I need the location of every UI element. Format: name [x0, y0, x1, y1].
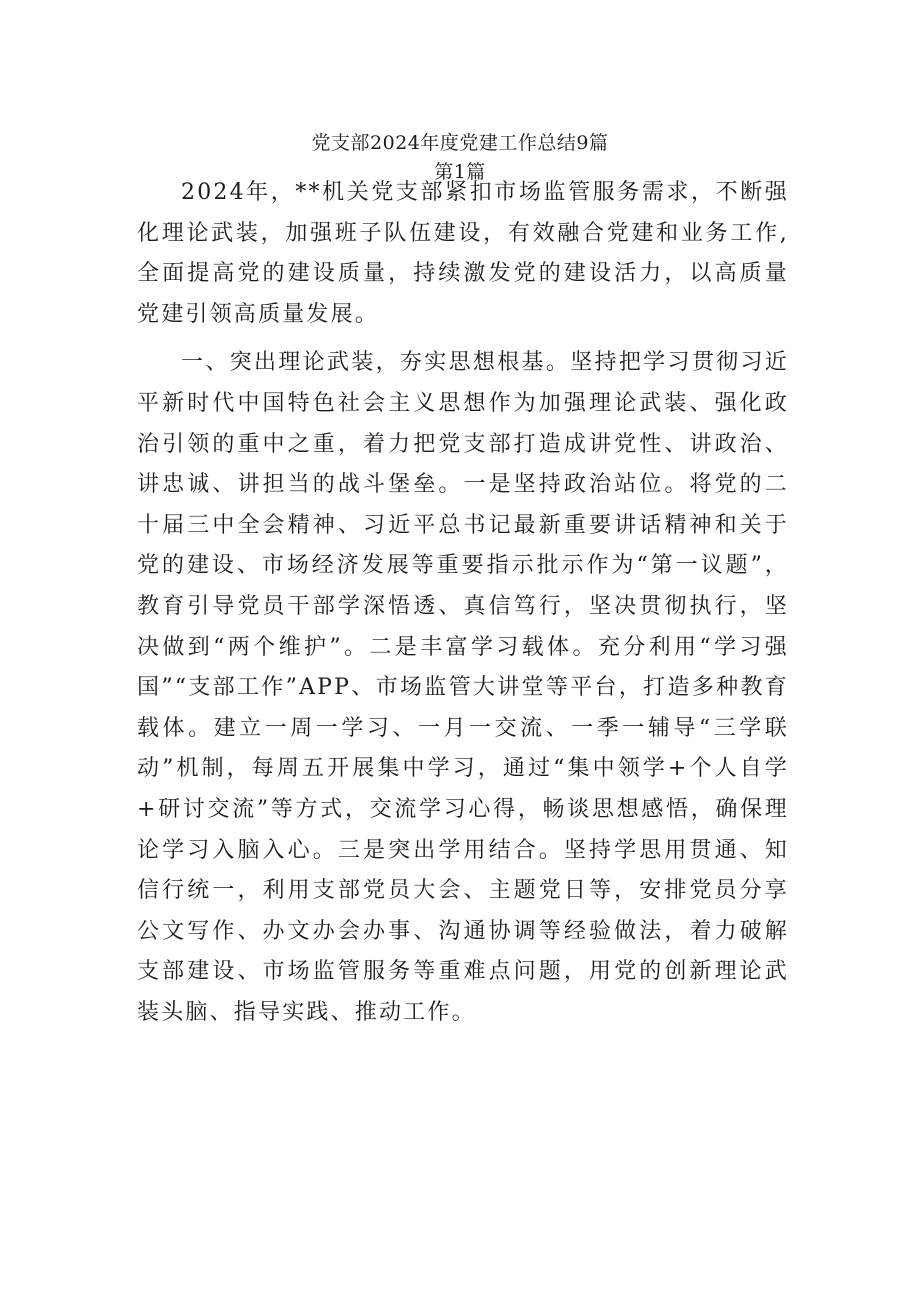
document-title: 党支部2024年度党建工作总结9篇: [311, 132, 609, 154]
document-subtitle: 第1篇: [434, 161, 486, 183]
paragraph-intro: 2024年，**机关党支部紧扣市场监管服务需求，不断强化理论武装，加强班子队伍建设，有效融合党建和业务工作,全面提高党的建设质量，持续激发党的建设活力，以高质量党建引领高质量发展。: [137, 180, 789, 327]
document-body: [137, 173, 789, 1033]
paragraph-section-1: 一、突出理论武装，夯实思想根基。坚持把学习贯彻习近平新时代中国特色社会主义思想作为加强理论武装、强化政治引领的重中之重，着力把党支部打造成讲党性、讲政治、讲忠诚、讲担当的战斗堡垒。一是坚持政治站位。将党的二十届三中全会精神、习近平总书记最新重要讲话精神和关于党的建设、市场经济发展等重要指示批示作为“第一议题”，教育引导党员干部学深悟透、真信笃行，坚决贯彻执行，坚决做到“两个维护”。二是丰富学习载体。充分利用“学习强国”“支部工作”APP、市场监管大讲堂等平台，打造多种教育载体。建立一周一学习、一月一交流、一季一辅导“三学联动”机制，每周五开展集中学习，通过“集中领学+个人自学+研讨交流”等方式，交流学习心得，畅谈思想感悟，确保理论学习入脑入心。三是突出学用结合。坚持学思用贯通、知信行统一，利用支部党员大会、主题党日等，安排党员分享公文写作、办文办会办事、沟通协调等经验做法，着力破解支部建设、市场监管服务等重难点问题，用党的创新理论武装头脑、指导实践、推动工作。: [137, 350, 789, 1025]
